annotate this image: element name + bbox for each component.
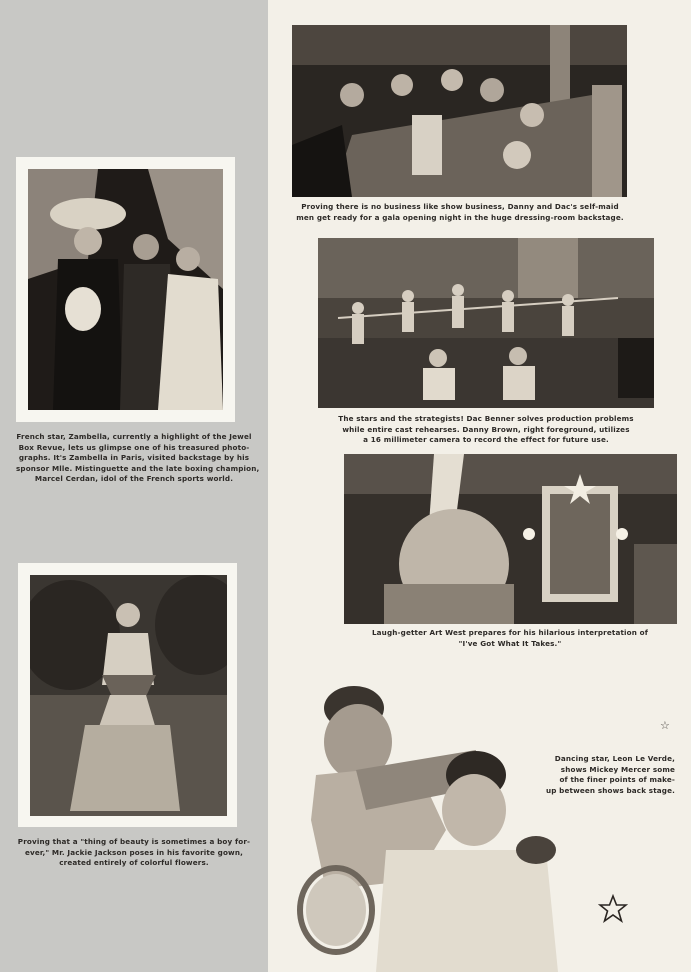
caption-line: up between shows back stage. <box>545 785 675 795</box>
art-west-caption <box>340 628 680 649</box>
leon-photo <box>296 680 566 972</box>
caption-line: created entirely of colorful flowers. <box>59 858 209 868</box>
caption-line: Laugh-getter Art West prepares for his hilarious interpretation of <box>371 628 649 637</box>
rehearsal-photo <box>318 238 654 408</box>
art-west-photo <box>344 454 677 624</box>
dressing-room-caption <box>290 202 630 223</box>
star-outline-icon: ☆ <box>660 719 670 732</box>
caption-line: "I've Got What It Takes." <box>458 638 562 648</box>
caption-line: Proving that a "thing of beauty is sometimes a boy for- <box>17 837 251 846</box>
caption-line: a 16 millimeter camera to record the effect for future use. <box>363 435 609 445</box>
caption-line: French star, Zambella, currently a highlight of the Jewel <box>16 432 252 441</box>
caption-line: of the finer points of make- <box>559 775 675 785</box>
zambella-photo <box>28 169 223 410</box>
caption-line: while entire cast rehearses. Danny Brown, right foreground, utilizes <box>342 424 630 434</box>
rehearsal-caption <box>318 414 654 446</box>
caption-line: The stars and the strategists! Dac Benner solves production problems <box>338 414 634 423</box>
caption-line: men get ready for a gala opening night in the huge dressing-room backstage. <box>296 212 624 222</box>
caption-line: Proving there is no business like show business, Danny and Dac's self-maid <box>301 202 619 211</box>
caption-line: graphs. It's Zambella in Paris, visited backstage by his <box>18 453 250 463</box>
star-outline-icon <box>598 894 628 924</box>
jackie-photo-frame <box>18 563 237 827</box>
dressing-room-photo <box>292 25 627 197</box>
caption-line: Dancing star, Leon Le Verde, <box>554 754 675 763</box>
caption-line: sponsor Mlle. Mistinguette and the late boxing champion, <box>16 463 260 473</box>
zambella-caption <box>16 432 260 485</box>
caption-line: ever," Mr. Jackie Jackson poses in his favorite gown, <box>24 847 243 857</box>
jackie-photo <box>30 575 227 816</box>
zambella-photo-frame <box>16 157 235 422</box>
caption-line: Marcel Cerdan, idol of the French sports world. <box>34 474 234 484</box>
jackie-caption <box>16 837 252 869</box>
caption-line: Box Revue, lets us glimpse one of his treasured photo- <box>18 442 250 452</box>
caption-line: shows Mickey Mercer some <box>560 764 675 774</box>
leon-caption <box>540 754 675 796</box>
